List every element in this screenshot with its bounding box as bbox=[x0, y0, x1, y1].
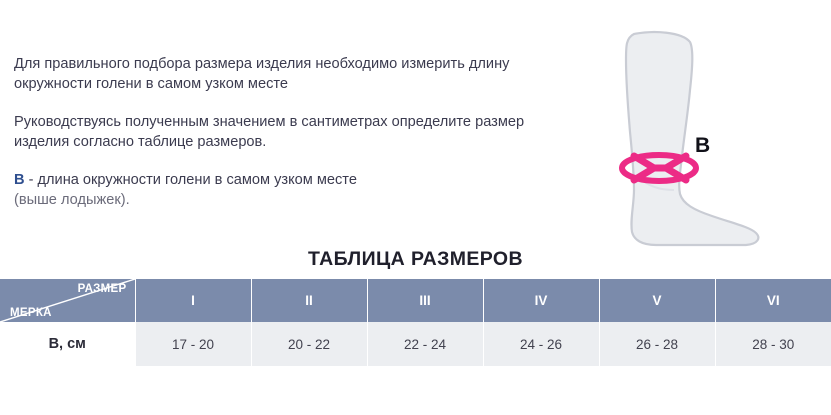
table-header-size-3: III bbox=[367, 279, 483, 322]
leg-measurement-illustration bbox=[590, 28, 815, 253]
table-header-size-2: II bbox=[251, 279, 367, 322]
table-row-label: B, см bbox=[0, 322, 135, 366]
instruction-paragraph-2: Руководствуясь полученным значением в сантиметрах определите размер изделия согласно таблице размеров. bbox=[14, 114, 525, 150]
table-cell-2: 20 - 22 bbox=[251, 322, 367, 366]
instructions-block bbox=[14, 54, 534, 210]
legend-text: - длина окружности голени в самом узком месте bbox=[24, 172, 357, 188]
corner-label-size: РАЗМЕР bbox=[77, 283, 127, 295]
table-cell-6: 28 - 30 bbox=[715, 322, 831, 366]
table-header-size-5: V bbox=[599, 279, 715, 322]
size-table-title: ТАБЛИЦА РАЗМЕРОВ bbox=[308, 248, 523, 270]
table-corner-cell bbox=[0, 279, 135, 322]
instruction-paragraph-1: Для правильного подбора размера изделия необходимо измерить длину окружности голени в самом узком месте bbox=[14, 56, 510, 92]
legend-marker: B bbox=[14, 172, 25, 188]
table-cell-3: 22 - 24 bbox=[367, 322, 483, 366]
table-header-size-6: VI bbox=[715, 279, 831, 322]
table-cell-5: 26 - 28 bbox=[599, 322, 715, 366]
table-header-row bbox=[0, 279, 831, 322]
table-cell-1: 17 - 20 bbox=[135, 322, 251, 366]
measure-label-b: B bbox=[695, 134, 711, 157]
corner-label-measure: МЕРКА bbox=[10, 307, 52, 319]
table-header-size-1: I bbox=[135, 279, 251, 322]
table-cell-4: 24 - 26 bbox=[483, 322, 599, 366]
size-table bbox=[0, 279, 831, 366]
legend-line bbox=[14, 170, 534, 210]
legend-note: (выше лодыжек). bbox=[14, 192, 130, 208]
table-header-size-4: IV bbox=[483, 279, 599, 322]
table-row bbox=[0, 322, 831, 366]
